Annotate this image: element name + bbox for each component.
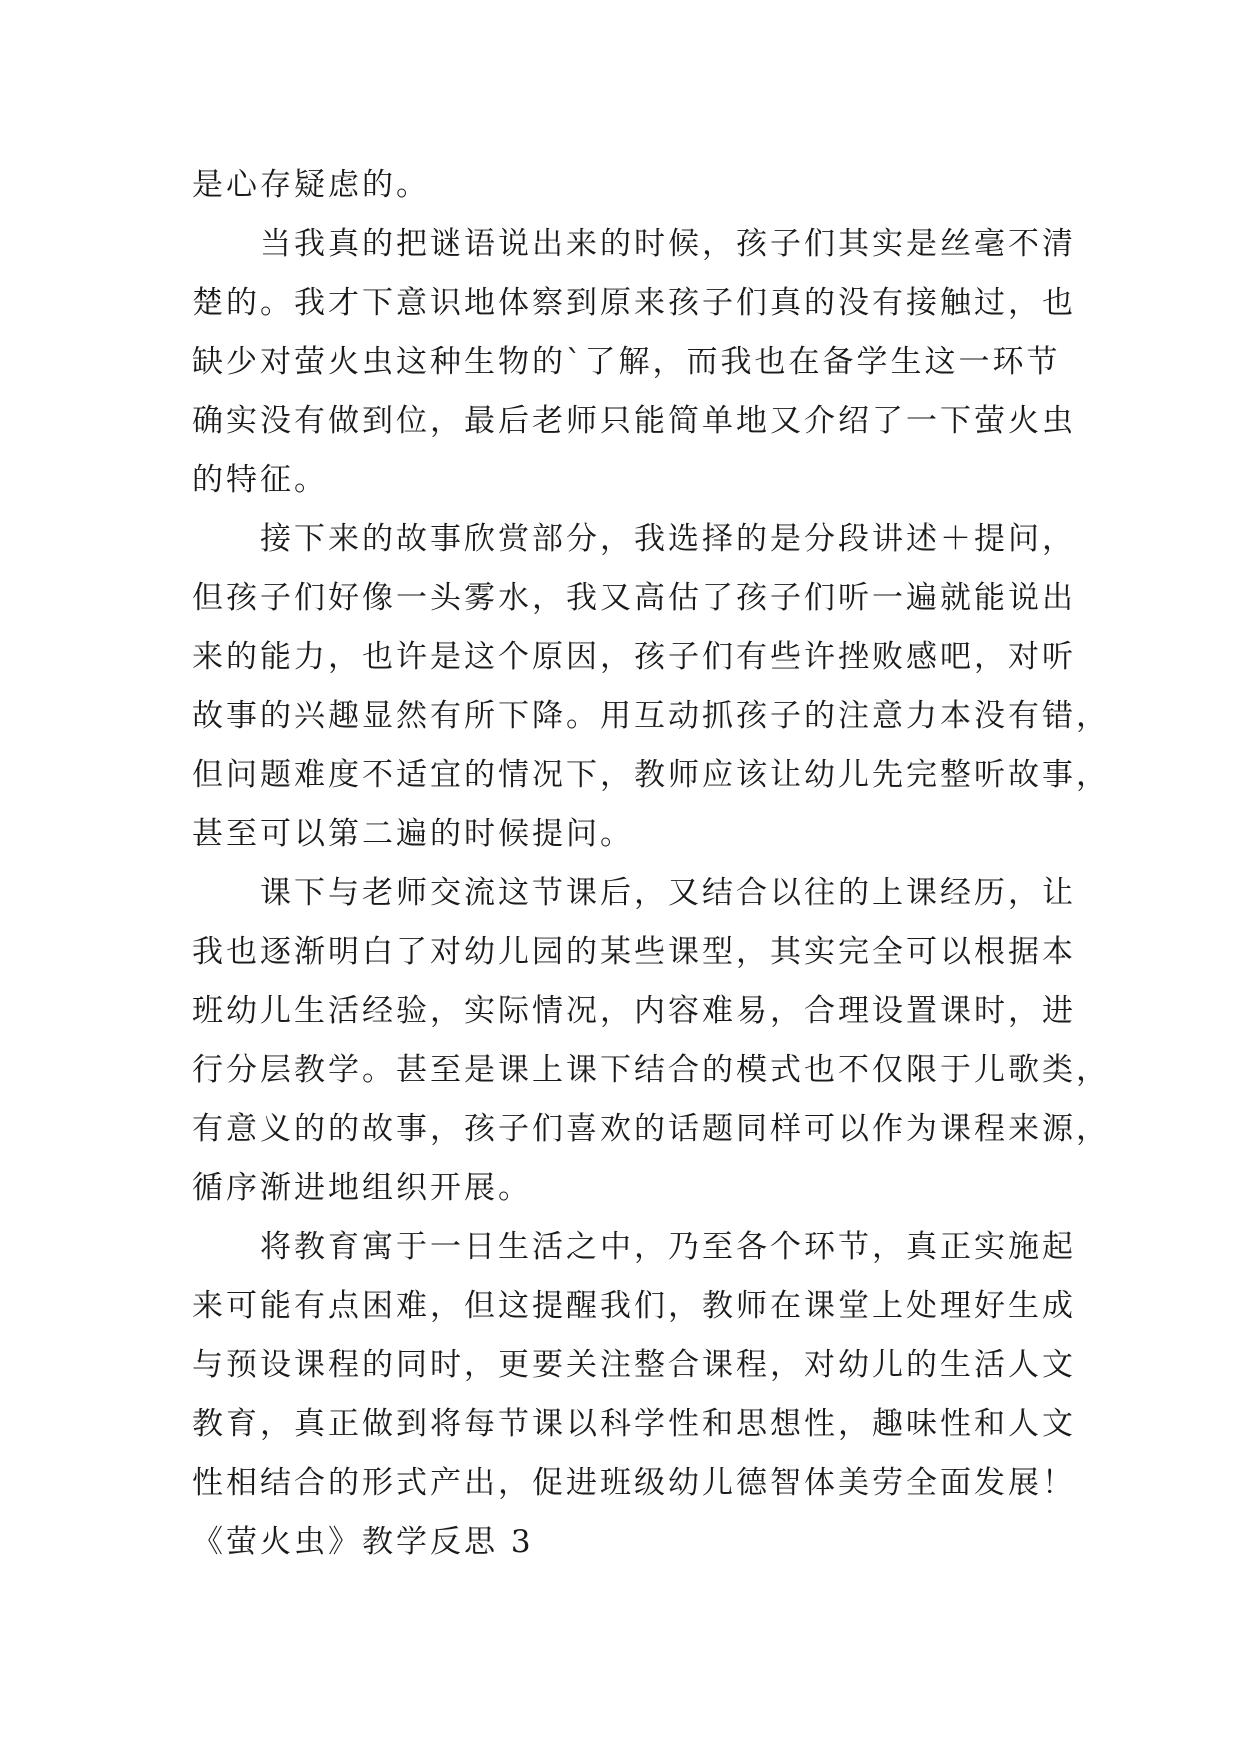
text-line: 楚的。我才下意识地体察到原来孩子们真的没有接触过，也 xyxy=(192,285,1076,321)
text-line: 接下来的故事欣赏部分，我选择的是分段讲述＋提问， xyxy=(260,521,1076,557)
text-line: 故事的兴趣显然有所下降。用互动抓孩子的注意力本没有错， xyxy=(192,698,1110,734)
section-heading: 《萤火虫》教学反思 3 xyxy=(192,1524,534,1560)
text-line: 将教育寓于一日生活之中，乃至各个环节，真正实施起 xyxy=(260,1229,1076,1265)
document-body xyxy=(192,156,1110,1572)
text-line: 课下与老师交流这节课后，又结合以往的上课经历，让 xyxy=(260,875,1076,911)
text-line: 与预设课程的同时，更要关注整合课程，对幼儿的生活人文 xyxy=(192,1347,1076,1383)
text-line: 我也逐渐明白了对幼儿园的某些课型，其实完全可以根据本 xyxy=(192,934,1076,970)
text-line: 但问题难度不适宜的情况下，教师应该让幼儿先完整听故事， xyxy=(192,757,1110,793)
text-line: 行分层教学。甚至是课上课下结合的模式也不仅限于儿歌类， xyxy=(192,1052,1110,1088)
text-line: 是心存疑虑的。 xyxy=(192,167,430,203)
text-line: 性相结合的形式产出，促进班级幼儿德智体美劳全面发展！ xyxy=(192,1465,1076,1501)
text-line: 来的能力，也许是这个原因，孩子们有些许挫败感吧，对听 xyxy=(192,639,1076,675)
text-line: 有意义的的故事，孩子们喜欢的话题同样可以作为课程来源， xyxy=(192,1111,1110,1147)
text-line: 确实没有做到位，最后老师只能简单地又介绍了一下萤火虫 xyxy=(192,403,1076,439)
text-line: 缺少对萤火虫这种生物的`了解，而我也在备学生这一环节 xyxy=(192,344,1061,380)
text-line: 的特征。 xyxy=(192,462,328,498)
text-line: 当我真的把谜语说出来的时候，孩子们其实是丝毫不清 xyxy=(260,226,1076,262)
text-line: 循序渐进地组织开展。 xyxy=(192,1170,532,1206)
text-line: 甚至可以第二遍的时候提问。 xyxy=(192,816,634,852)
text-line: 班幼儿生活经验，实际情况，内容难易，合理设置课时，进 xyxy=(192,993,1076,1029)
text-line: 教育，真正做到将每节课以科学性和思想性，趣味性和人文 xyxy=(192,1406,1076,1442)
text-line: 来可能有点困难，但这提醒我们，教师在课堂上处理好生成 xyxy=(192,1288,1076,1324)
text-line: 但孩子们好像一头雾水，我又高估了孩子们听一遍就能说出 xyxy=(192,580,1076,616)
